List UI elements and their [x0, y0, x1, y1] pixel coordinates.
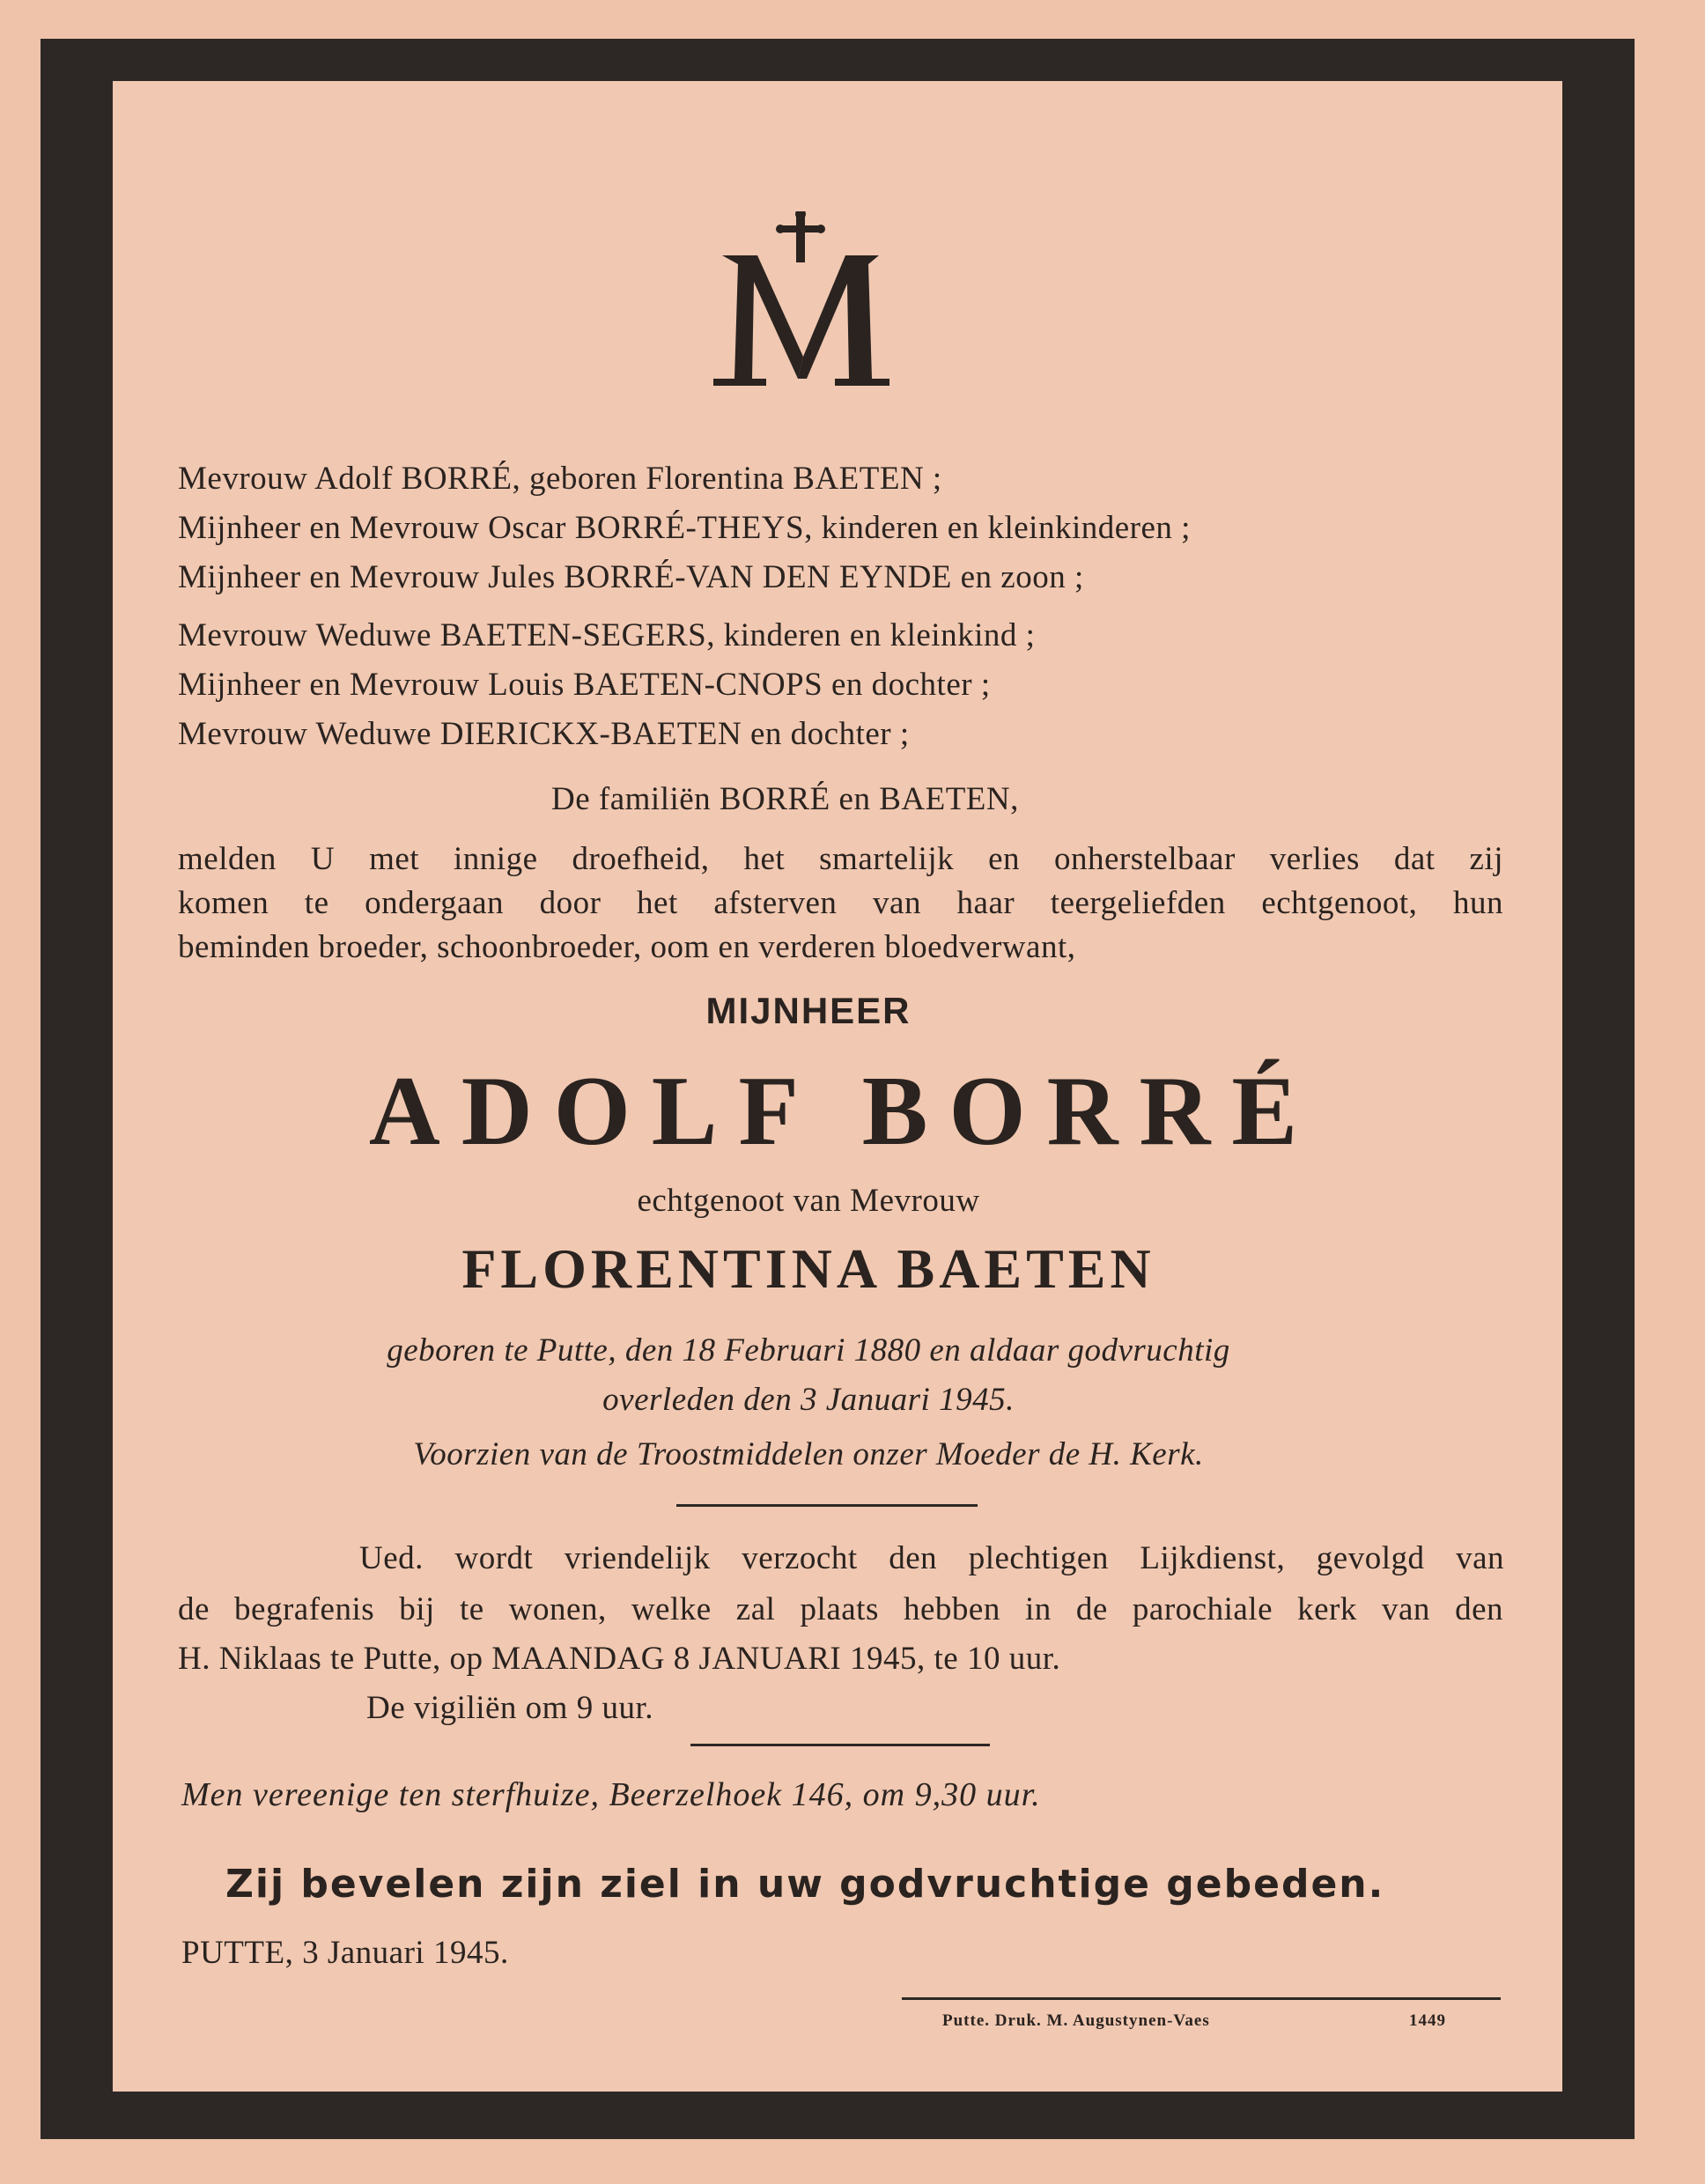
prayer-line: Zij bevelen zijn ziel in uw godvruchtige gebeden.	[225, 1862, 1385, 1907]
mourning-border-top	[41, 39, 1635, 81]
announcement-line: melden U met innige droefheid, het smartelijk en onherstelbaar verlies dat zij	[178, 841, 1503, 877]
gathering-line: Men vereenige ten sterfhuize, Beerzelhoek 146, om 9,30 uur.	[181, 1776, 1041, 1813]
title-mijnheer: MIJNHEER	[705, 990, 912, 1031]
family-line: Mijnheer en Mevrouw Louis BAETEN-CNOPS en dochter ;	[178, 667, 991, 703]
printer-rule	[902, 1997, 1501, 2000]
family-line: Mijnheer en Mevrouw Jules BORRÉ-VAN DEN EYNDE en zoon ;	[178, 559, 1084, 595]
deceased-name: ADOLF BORRÉ	[368, 1057, 1319, 1166]
service-line: H. Niklaas te Putte, op MAANDAG 8 JANUARI 1945, te 10 uur.	[178, 1641, 1061, 1677]
announcement-line: komen te ondergaan door het afsterven van haar teergeliefden echtgenoot, hun	[178, 885, 1503, 921]
divider	[690, 1744, 990, 1746]
place-date: PUTTE, 3 Januari 1945.	[181, 1935, 509, 1971]
announcement-line: beminden broeder, schoonbroeder, oom en verderen bloedverwant,	[178, 929, 1076, 965]
service-line: Ued. wordt vriendelijk verzocht den plechtigen Lijkdienst, gevolgd van	[359, 1540, 1504, 1576]
printer-number: 1449	[1409, 2011, 1446, 2030]
printer-imprint: Putte. Druk. M. Augustynen-Vaes	[942, 2011, 1210, 2030]
divider	[676, 1504, 978, 1507]
spouse-name: FLORENTINA BAETEN	[461, 1237, 1155, 1300]
family-line: Mevrouw Weduwe DIERICKX-BAETEN en dochter ;	[178, 716, 910, 752]
birth-line: geboren te Putte, den 18 Februari 1880 en aldaar godvruchtig	[387, 1332, 1230, 1369]
family-line: Mijnheer en Mevrouw Oscar BORRÉ-THEYS, kinderen en kleinkinderen ;	[178, 510, 1191, 546]
spouse-intro: echtgenoot van Mevrouw	[637, 1183, 980, 1219]
mourning-border-bottom	[41, 2092, 1635, 2139]
family-line: Mevrouw Weduwe BAETEN-SEGERS, kinderen en kleinkind ;	[178, 617, 1036, 653]
death-line: overleden den 3 Januari 1945.	[602, 1382, 1015, 1418]
vigil-line: De vigiliën om 9 uur.	[366, 1690, 653, 1726]
families-line: De familiën BORRÉ en BAETEN,	[551, 781, 1019, 817]
sacraments-line: Voorzien van de Troostmiddelen onzer Moeder de H. Kerk.	[413, 1436, 1204, 1472]
marian-monogram-icon	[705, 211, 898, 405]
family-line: Mevrouw Adolf BORRÉ, geboren Florentina BAETEN ;	[178, 461, 942, 497]
service-line: de begrafenis bij te wonen, welke zal plaats hebben in de parochiale kerk van den	[178, 1591, 1503, 1627]
